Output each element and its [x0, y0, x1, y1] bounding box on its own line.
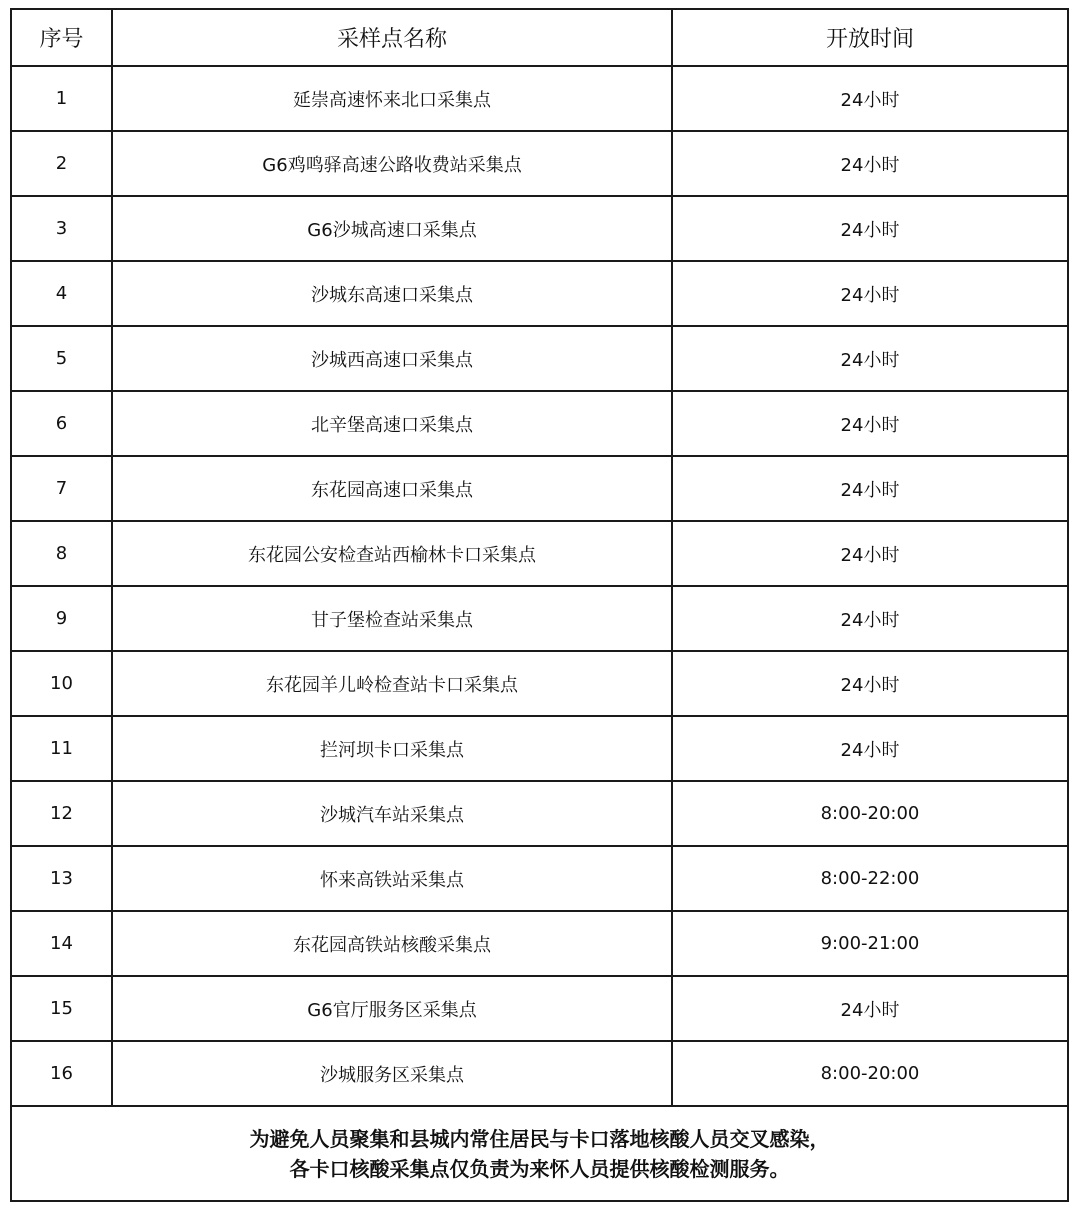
row-site-name: 延崇高速怀来北口采集点: [112, 66, 672, 131]
row-site-name: 拦河坝卡口采集点: [112, 716, 672, 781]
row-index: 4: [11, 261, 112, 326]
header-row: [11, 9, 1068, 66]
table-row: [11, 131, 1068, 196]
row-site-name: G6沙城高速口采集点: [112, 196, 672, 261]
table-row: [11, 846, 1068, 911]
row-open-hours: 24小时: [672, 716, 1068, 781]
row-index: 3: [11, 196, 112, 261]
row-index: 12: [11, 781, 112, 846]
row-site-name: 北辛堡高速口采集点: [112, 391, 672, 456]
row-index: 16: [11, 1041, 112, 1106]
table-row: [11, 326, 1068, 391]
row-index: 11: [11, 716, 112, 781]
table-row: [11, 911, 1068, 976]
row-open-hours: 8:00-20:00: [672, 781, 1068, 846]
row-site-name: G6鸡鸣驿高速公路收费站采集点: [112, 131, 672, 196]
row-index: 10: [11, 651, 112, 716]
row-index: 13: [11, 846, 112, 911]
row-open-hours: 24小时: [672, 326, 1068, 391]
row-site-name: 东花园高速口采集点: [112, 456, 672, 521]
row-site-name: 沙城服务区采集点: [112, 1041, 672, 1106]
table-body: [11, 66, 1068, 1106]
row-site-name: 沙城汽车站采集点: [112, 781, 672, 846]
header-index: 序号: [11, 9, 112, 66]
footnote-line-1: 为避免人员聚集和县城内常住居民与卡口落地核酸人员交叉感染，: [249, 1126, 830, 1151]
table-row: [11, 781, 1068, 846]
row-index: 1: [11, 66, 112, 131]
table-row: [11, 456, 1068, 521]
note-row: [11, 1106, 1068, 1201]
sampling-sites-table: [10, 8, 1069, 1202]
row-open-hours: 24小时: [672, 586, 1068, 651]
row-index: 2: [11, 131, 112, 196]
row-site-name: G6官厅服务区采集点: [112, 976, 672, 1041]
row-open-hours: 24小时: [672, 131, 1068, 196]
row-open-hours: 24小时: [672, 391, 1068, 456]
row-index: 8: [11, 521, 112, 586]
row-index: 9: [11, 586, 112, 651]
row-index: 5: [11, 326, 112, 391]
row-open-hours: 8:00-20:00: [672, 1041, 1068, 1106]
row-site-name: 甘子堡检查站采集点: [112, 586, 672, 651]
row-site-name: 东花园羊儿岭检查站卡口采集点: [112, 651, 672, 716]
row-site-name: 沙城东高速口采集点: [112, 261, 672, 326]
row-open-hours: 24小时: [672, 976, 1068, 1041]
row-site-name: 怀来高铁站采集点: [112, 846, 672, 911]
header-hours: 开放时间: [672, 9, 1068, 66]
table-row: [11, 261, 1068, 326]
table-row: [11, 651, 1068, 716]
row-open-hours: 24小时: [672, 521, 1068, 586]
table-row: [11, 716, 1068, 781]
table-row: [11, 586, 1068, 651]
row-open-hours: 24小时: [672, 456, 1068, 521]
table-row: [11, 196, 1068, 261]
table-row: [11, 1041, 1068, 1106]
footnote-line-2: 各卡口核酸采集点仅负责为来怀人员提供核酸检测服务。: [289, 1156, 790, 1181]
row-open-hours: 24小时: [672, 261, 1068, 326]
table-row: [11, 521, 1068, 586]
row-site-name: 东花园高铁站核酸采集点: [112, 911, 672, 976]
row-open-hours: 8:00-22:00: [672, 846, 1068, 911]
footnote: [11, 1106, 1068, 1201]
row-index: 7: [11, 456, 112, 521]
table-row: [11, 66, 1068, 131]
row-index: 14: [11, 911, 112, 976]
row-open-hours: 24小时: [672, 196, 1068, 261]
row-index: 15: [11, 976, 112, 1041]
table-row: [11, 976, 1068, 1041]
row-site-name: 沙城西高速口采集点: [112, 326, 672, 391]
row-open-hours: 24小时: [672, 651, 1068, 716]
row-index: 6: [11, 391, 112, 456]
table-row: [11, 391, 1068, 456]
row-open-hours: 24小时: [672, 66, 1068, 131]
row-open-hours: 9:00-21:00: [672, 911, 1068, 976]
header-name: 采样点名称: [112, 9, 672, 66]
row-site-name: 东花园公安检查站西榆林卡口采集点: [112, 521, 672, 586]
